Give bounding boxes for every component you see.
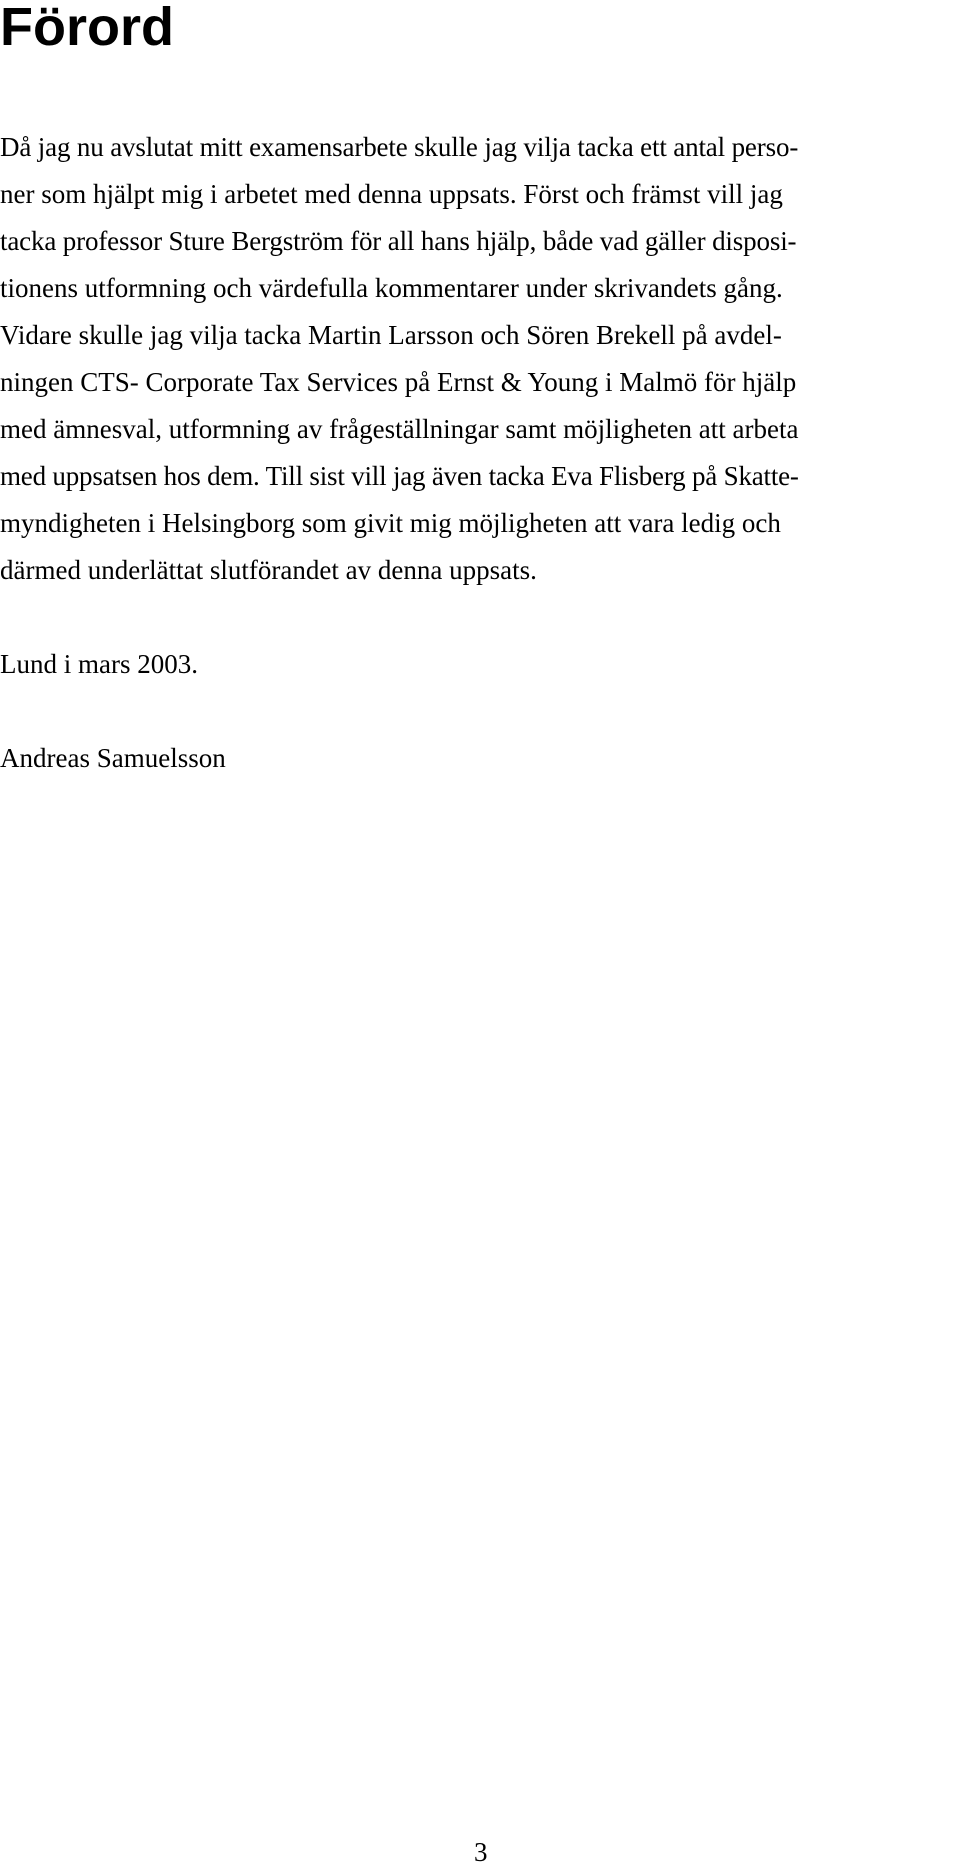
page-number: 3 — [474, 1837, 488, 1867]
paragraph-line: Då jag nu avslutat mitt examensarbete skulle jag vilja tacka ett antal perso- — [0, 132, 799, 162]
paragraph-line: myndigheten i Helsingborg som givit mig möjligheten att vara ledig och — [0, 508, 781, 538]
paragraph-line: tionens utformning och värdefulla kommentarer under skrivandets gång. — [0, 273, 783, 303]
paragraph-line: med uppsatsen hos dem. Till sist vill jag även tacka Eva Flisberg på Skatte- — [0, 461, 799, 491]
paragraph-line: ner som hjälpt mig i arbetet med denna uppsats. Först och främst vill jag — [0, 179, 783, 209]
paragraph-line: Vidare skulle jag vilja tacka Martin Larsson och Sören Brekell på avdel- — [0, 320, 782, 350]
place-and-date: Lund i mars 2003. — [0, 649, 198, 679]
author-name: Andreas Samuelsson — [0, 743, 226, 773]
paragraph-line: tacka professor Sture Bergström för all hans hjälp, både vad gäller disposi- — [0, 226, 797, 256]
page-title: Förord — [0, 0, 174, 57]
paragraph-line: med ämnesval, utformning av frågeställningar samt möjligheten att arbeta — [0, 414, 799, 444]
paragraph-line: ningen CTS- Corporate Tax Services på Ernst & Young i Malmö för hjälp — [0, 367, 797, 397]
paragraph-line: därmed underlättat slutförandet av denna uppsats. — [0, 555, 537, 585]
